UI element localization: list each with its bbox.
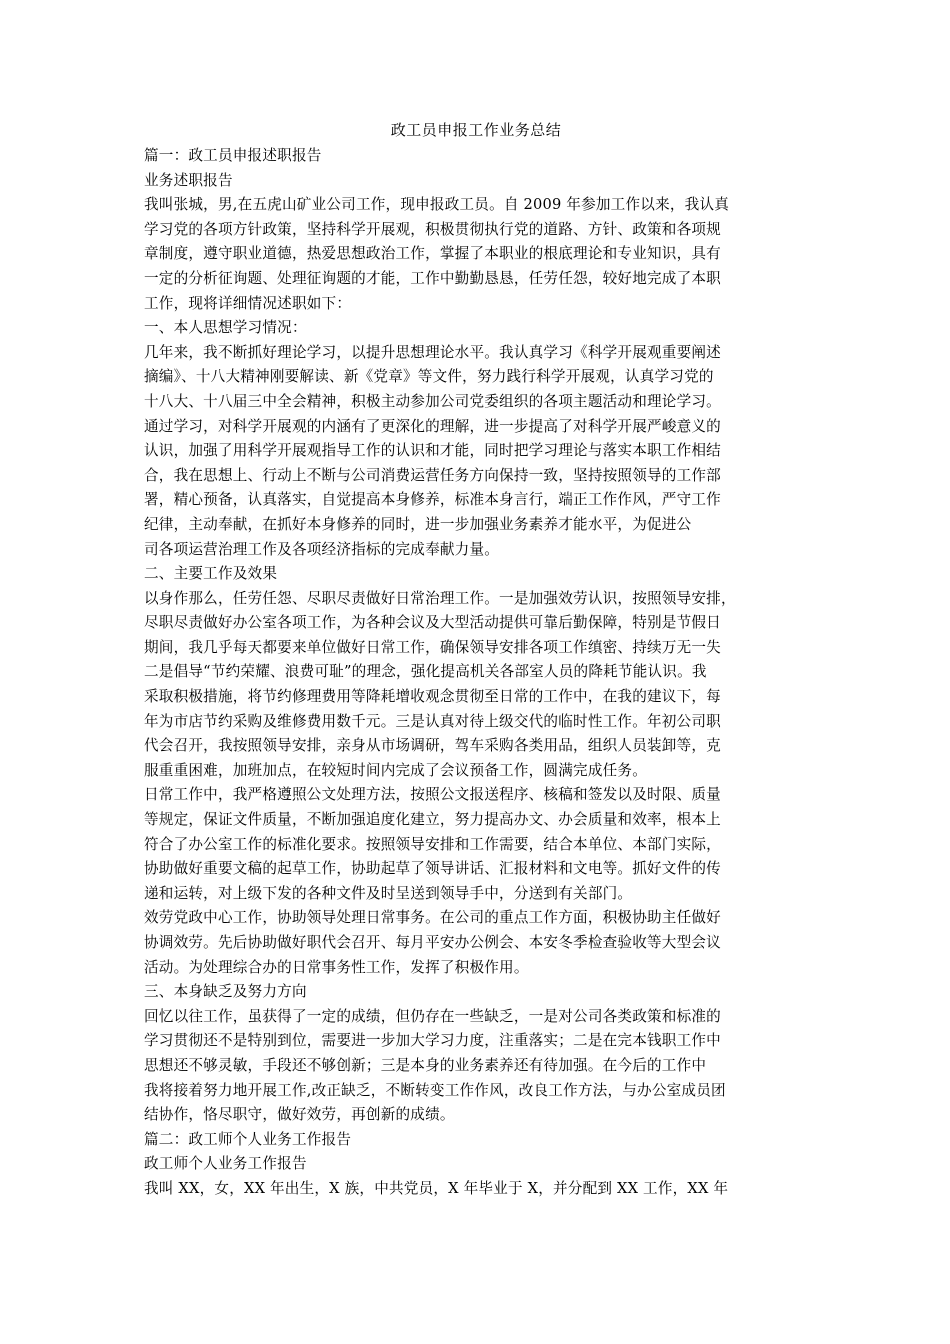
text-line: 等规定，保证文件质量，不断加强追度化建立，努力提高办文、办会质量和效率，根本上 (144, 811, 721, 829)
text-line: 章制度，遵守职业道德，热爱思想政治工作，掌握了本职业的根底理论和专业知识，具有 (144, 245, 721, 263)
text-line: 学习党的各项方针政策，坚持科学开展观，积极贯彻执行党的道路、方针、政策和各项规 (144, 220, 721, 238)
text-line: 业务述职报告 (144, 171, 233, 189)
text-line: 思想还不够灵敏，手段还不够创新；三是本身的业务素养还有待加强。在今后的工作中 (144, 1056, 707, 1074)
text-line: 我叫 XX，女，XX 年出生，X 族，中共党员，X 年毕业于 X，并分配到 XX 工作，XX 年 (144, 1179, 729, 1197)
text-line: 摘编》、十八大精神刚要解读、新《党章》等文件，努力践行科学开展观，认真学习党的 (144, 368, 714, 386)
text-line: 一定的分析征询题、处理征询题的才能，工作中勤勤恳恳，任劳任怨，较好地完成了本职 (144, 269, 721, 287)
text-line: 署，精心预备，认真落实，自觉提高本身修养，标准本身言行，端正工作作风，严守工作 (144, 491, 721, 509)
document-title: 政工员申报工作业务总结 (390, 121, 562, 139)
text-line: 篇一：政工员申报述职报告 (144, 147, 322, 164)
text-line: 协助做好重要文稿的起草工作，协助起草了领导讲话、汇报材料和文电等。抓好文件的传 (144, 860, 721, 878)
text-line: 采取积极措施，将节约修理费用等降耗增收观念贯彻至日常的工作中，在我的建议下，每 (144, 688, 721, 706)
document-page (144, 120, 808, 1202)
text-line: 尽职尽责做好办公室各项工作，为各种会议及大型活动提供可靠后勤保障，特别是节假日 (144, 614, 721, 632)
text-line: 十八大、十八届三中全会精神，积极主动参加公司党委组织的各项主题活动和理论学习。 (144, 392, 721, 410)
text-line: 纪律，主动奉献，在抓好本身修养的同时，进一步加强业务素养才能水平，为促进公 (144, 515, 692, 533)
text-line: 我叫张城，男,在五虎山矿业公司工作，现申报政工员。自 2009 年参加工作以来，我认真 (144, 196, 730, 214)
text-line: 以身作那么，任劳任怨、尽职尽责做好日常治理工作。一是加强效劳认识，按照领导安排， (144, 589, 736, 607)
text-line: 服重重困难，加班加点，在较短时间内完成了会议预备工作，圆满完成任务。 (144, 761, 647, 779)
text-line: 结协作，恪尽职守，做好效劳，再创新的成绩。 (144, 1106, 455, 1124)
text-line: 代会召开，我按照领导安排，亲身从市场调研，驾车采购各类用品，组织人员装卸等，克 (144, 737, 721, 755)
text-line: 司各项运营治理工作及各项经济指标的完成奉献力量。 (144, 540, 500, 558)
text-line: 活动。为处理综合办的日常事务性工作，发挥了积极作用。 (144, 958, 529, 976)
document-body (144, 144, 808, 1202)
text-line: 二、主要工作及效果 (144, 565, 278, 583)
text-line: 二是倡导“节约荣耀、浪费可耻”的理念，强化提高机关各部室人员的降耗节能认识。我 (144, 663, 707, 681)
text-line: 认识，加强了用科学开展观指导工作的认识和才能，同时把学习理论与落实本职工作相结 (144, 442, 721, 460)
text-line: 工作，现将详细情况述职如下： (144, 294, 352, 312)
text-line: 我将接着努力地开展工作,改正缺乏，不断转变工作作风，改良工作方法，与办公室成员团 (144, 1081, 726, 1099)
text-line: 三、本身缺乏及努力方向 (144, 983, 307, 1001)
text-line: 篇二：政工师个人业务工作报告 (144, 1130, 352, 1148)
text-line: 政工师个人业务工作报告 (144, 1155, 307, 1173)
text-line: 期间，我几乎每天都要来单位做好日常工作，确保领导安排各项工作缜密、持续万无一失 (144, 638, 721, 656)
text-line: 递和运转，对上级下发的各种文件及时呈送到领导手中，分送到有关部门。 (144, 884, 633, 902)
text-line: 年为市店节约采购及维修费用数千元。三是认真对待上级交代的临时性工作。年初公司职 (144, 712, 721, 730)
text-line: 符合了办公室工作的标准化要求。按照领导安排和工作需要，结合本单位、本部门实际， (144, 835, 721, 853)
text-line: 通过学习，对科学开展观的内涵有了更深化的理解，进一步提高了对科学开展严峻意义的 (144, 417, 721, 435)
text-line: 效劳党政中心工作，协助领导处理日常事务。在公司的重点工作方面，积极协助主任做好 (144, 909, 721, 927)
text-line: 一、本人思想学习情况： (144, 319, 307, 337)
text-line: 几年来，我不断抓好理论学习，以提升思想理论水平。我认真学习《科学开展观重要阐述 (144, 343, 721, 361)
text-line: 日常工作中，我严格遵照公文处理方法，按照公文报送程序、核稿和签发以及时限、质量 (144, 786, 721, 804)
text-line: 回忆以往工作，虽获得了一定的成绩，但仍存在一些缺乏，一是对公司各类政策和标准的 (144, 1007, 721, 1025)
text-line: 学习贯彻还不是特别到位，需要进一步加大学习力度，注重落实；二是在完本钱职工作中 (144, 1032, 721, 1050)
text-line: 协调效劳。先后协助做好职代会召开、每月平安办公例会、本安冬季检查验收等大型会议 (144, 934, 721, 951)
text-line: 合，我在思想上、行动上不断与公司消费运营任务方向保持一致，坚持按照领导的工作部 (144, 466, 721, 484)
